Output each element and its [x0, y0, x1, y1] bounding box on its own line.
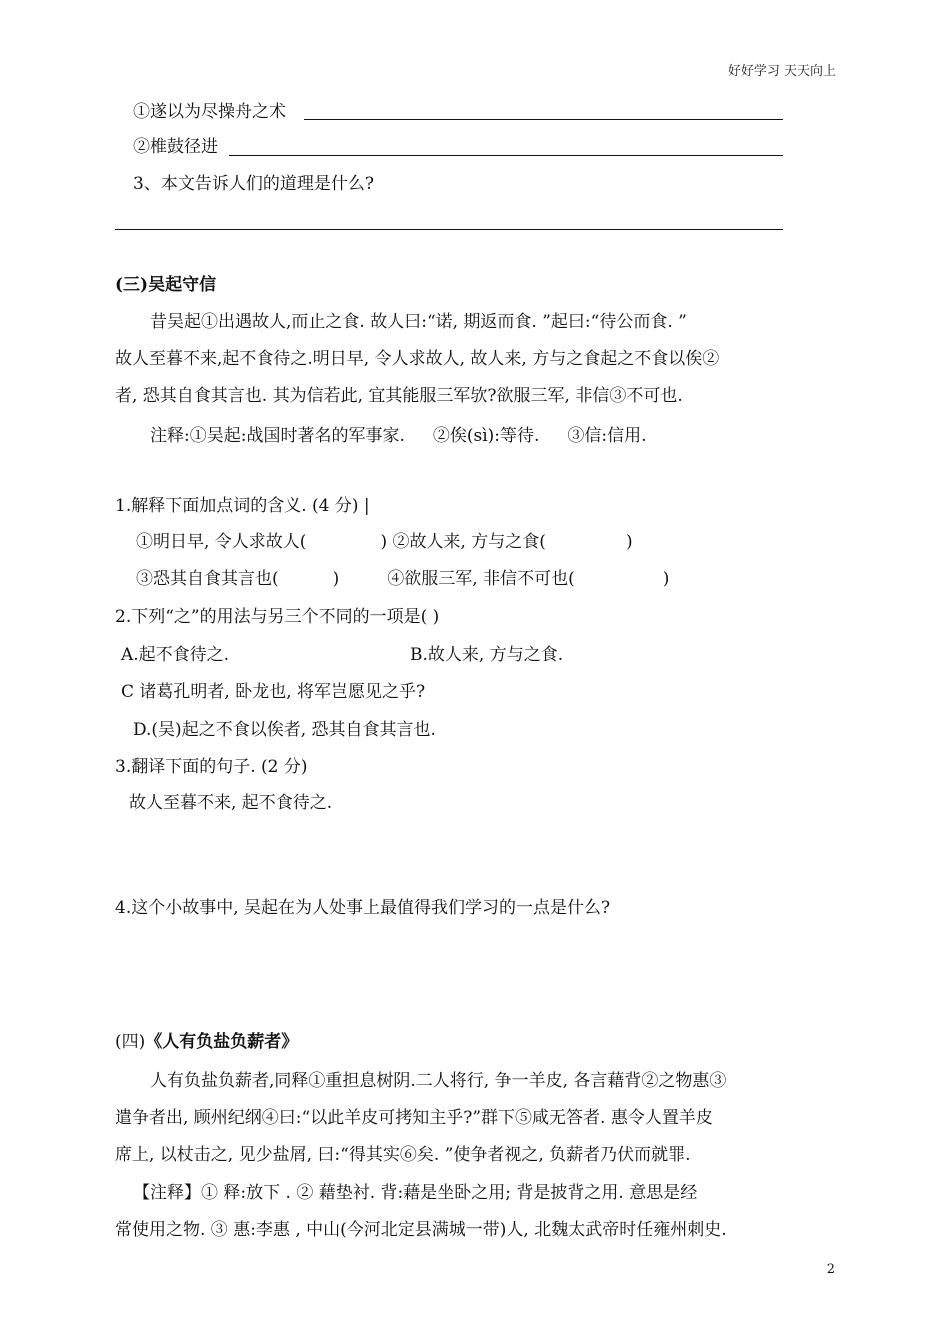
question-3-sentence: 故人至暮不来, 起不食待之. [129, 793, 333, 813]
item: ③恐其自食其言也( [136, 569, 279, 589]
passage-line: 者, 恐其自食其言也. 其为信若此, 宜其能服三军欤?欲服三军, 非信③不可也. [115, 386, 683, 406]
option-a: A.起不食待之. [121, 645, 230, 665]
answer-line [229, 155, 783, 156]
question-3: 3、本文告诉人们的道理是什么? [133, 174, 374, 194]
question-2-prompt: 2.下列“之”的用法与另三个不同的一项是( ) [115, 607, 440, 627]
note: 注释:①吴起:战国时著名的军事家. [150, 426, 405, 446]
page-number: 2 [826, 1262, 835, 1277]
note: ②俟(sì):等待. [432, 426, 540, 446]
note: ③信:信用. [567, 426, 647, 446]
item: ) [662, 569, 670, 589]
section-prefix: (四) [115, 1032, 146, 1052]
item: ①明日早, 令人求故人( [136, 532, 307, 552]
question-4: 4.这个小故事中, 吴起在为人处事上最值得我们学习的一点是什么? [115, 898, 611, 918]
question-1-row-1 [136, 530, 633, 554]
question-item-1: ①遂以为尽操舟之术 [133, 102, 286, 122]
answer-line [115, 229, 783, 230]
question-3-prompt: 3.翻译下面的句子. (2 分) [115, 757, 308, 777]
passage-line: 席上, 以杖击之, 见少盐屑, 曰:“得其实⑥矣. ”使争者视之, 负薪者乃伏而就罪. [115, 1145, 691, 1165]
answer-line [304, 119, 783, 120]
item: ) [332, 569, 340, 589]
passage-line: 昔吴起①出遇故人,而止之食. 故人曰:“诺, 期返而食. ”起曰:“待公而食. ” [150, 312, 687, 332]
notes-line [150, 424, 647, 448]
option-b: B.故人来, 方与之食. [410, 645, 564, 665]
passage-line: 故人至暮不来,起不食待之.明日早, 令人求故人, 故人来, 方与之食起之不食以俟② [115, 349, 720, 369]
section-title: (三)吴起守信 [115, 275, 217, 295]
passage-line: 遣争者出, 顾州纪纲④曰:“以此羊皮可拷知主乎?”群下⑤咸无答者. 惠令人置羊皮 [115, 1108, 713, 1128]
item: ) ②故人来, 方与之食( [380, 532, 546, 552]
notes-line: 常使用之物. ③ 惠:李惠 , 中山(今河北定县满城一带)人, 北魏太武帝时任雍州刺史. [115, 1220, 727, 1240]
passage-line: 人有负盐负薪者,同释①重担息树阴.二人将行, 争一羊皮, 各言藉背②之物惠③ [150, 1071, 727, 1091]
question-1-row-2 [136, 567, 669, 591]
option-c: C 诸葛孔明者, 卧龙也, 将军岂愿见之乎? [121, 682, 426, 702]
notes-line: 【注释】① 释:放下 . ② 藉垫衬. 背:藉是坐卧之用; 背是披背之用. 意思是经 [133, 1183, 698, 1203]
option-d: D.(吴)起之不食以俟者, 恐其自食其言也. [133, 720, 436, 740]
question-item-2: ②椎鼓径进 [133, 137, 218, 157]
section-title-text: 《人有负盐负薪者》 [145, 1032, 299, 1052]
item: ④欲服三军, 非信不可也( [387, 569, 575, 589]
question-1-prompt: 1.解释下面加点词的含义. (4 分) | [115, 496, 370, 516]
section-title [115, 1030, 298, 1054]
item: ) [625, 532, 633, 552]
page-header: 好好学习 天天向上 [727, 64, 836, 79]
